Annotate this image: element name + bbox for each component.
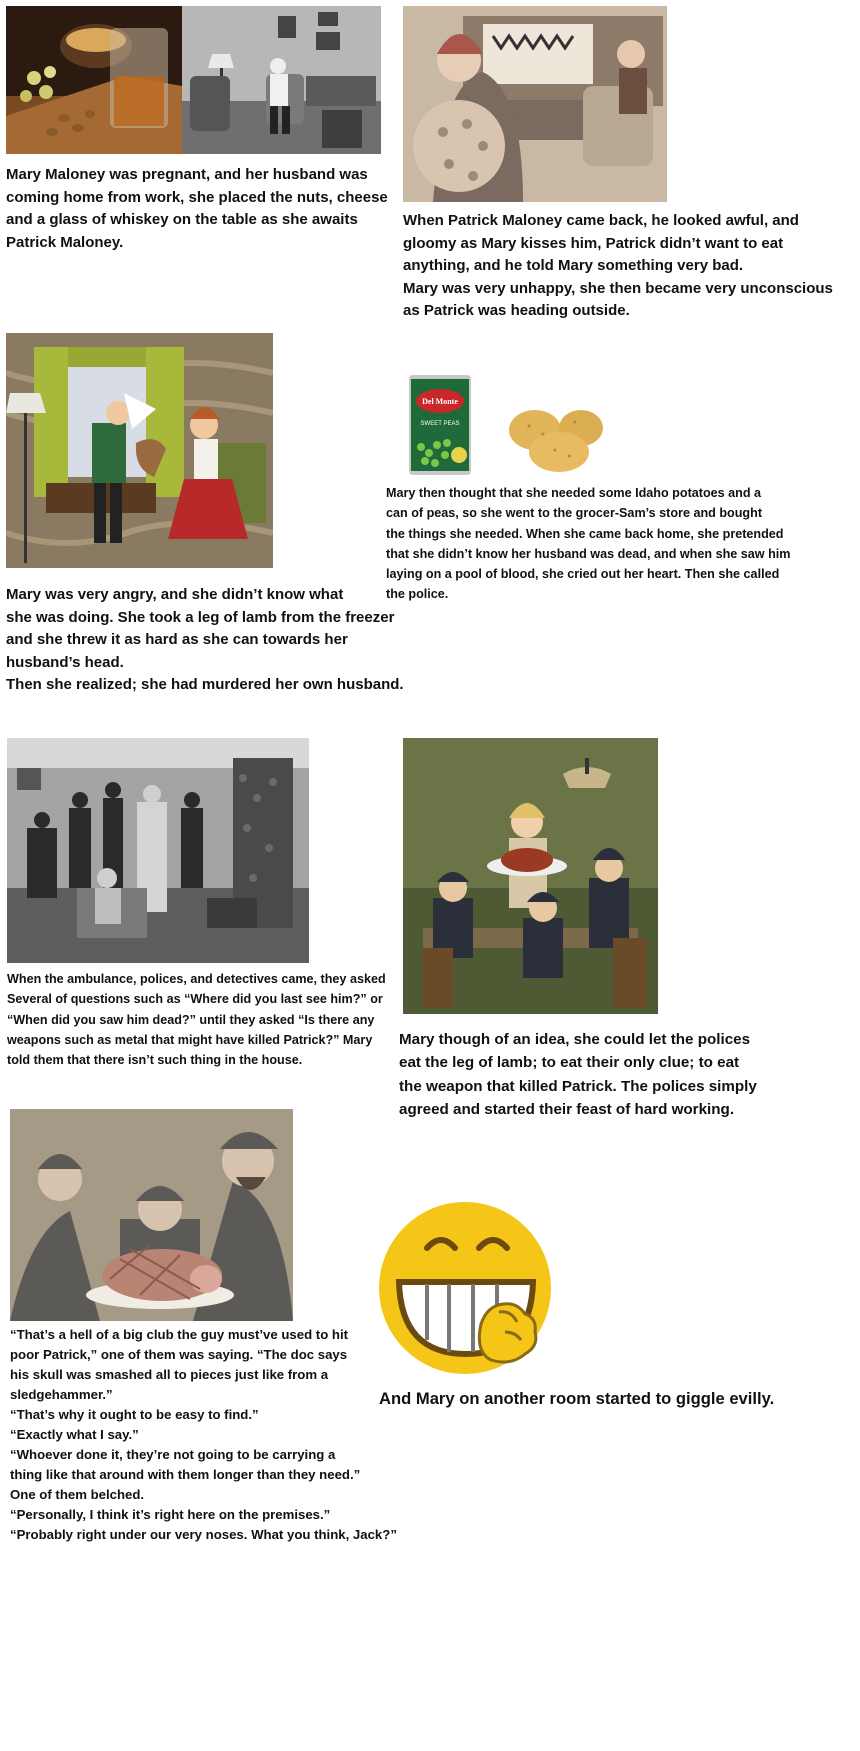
panel-7-caption: “That’s a hell of a big club the guy must’ve used to hit poor Patrick,” one of them was saying. “The doc says his skull was smashed all to pieces just like from a sledgehammer.” “That’s why it ought to be easy to find.” “Exactly what I say.” “Whoever done it, they’re not going to be carrying a thing like that around with them longer than they need.” One of them belched. “Personally, I think it’s right here on the premises.” “Probably right under our very noses. What you think, Jack?”: [10, 1327, 397, 1542]
can-label: SWEET PEAS: [420, 421, 460, 427]
panel-4-caption: Mary then thought that she needed some Idaho potatoes and a can of peas, so she went to the grocer-Sam’s store and bought the things she needed. When she came back home, she pretended that she didn’t know her husband was dead, and when she saw him laying on a pool of blood, she cried out her heart. Then she called the police.: [386, 486, 791, 602]
panel-6-caption: Mary though of an idea, she could let the polices eat the leg of lamb; to eat their only clue; to eat the weapon that killed Patrick. The polices simply agreed and started their feast of hard working.: [399, 1031, 757, 1119]
panel-3-caption: Mary was very angry, and she didn’t know what she was doing. She took a leg of lamb from the freezer and she threw it as hard as she can towards her husband’s head. Then she realized; she had murdered her own husband.: [6, 586, 404, 694]
nuts-cheese-whiskey-photo: [6, 6, 182, 154]
panel-2-caption: When Patrick Maloney came back, he looked awful, and gloomy as Mary kisses him, Patrick didn’t want to eat anything, and he told Mary something very bad. Mary was very unhappy, she then became very unconscious as Patrick was heading outside.: [403, 212, 833, 320]
potatoes-photo: [505, 400, 605, 478]
can-brand: Del Monte: [422, 397, 458, 406]
detectives-in-living-room-photo: [7, 738, 309, 963]
couple-in-living-room-illustration: [403, 6, 667, 202]
panel-8-caption: And Mary on another room started to giggle evilly.: [379, 1389, 775, 1408]
panel-1-caption: Mary Maloney was pregnant, and her husband was coming home from work, she placed the nuts, cheese and a glass of whiskey on the table as she awaits Patrick Maloney.: [6, 166, 388, 251]
woman-waiting-in-living-room-photo: [182, 6, 381, 154]
can-of-peas-photo: [407, 373, 473, 477]
mary-strikes-patrick-illustration: [6, 333, 273, 568]
grinning-emoji-icon: [377, 1200, 555, 1378]
mary-serving-police-illustration: [403, 738, 658, 1014]
police-eating-lamb-illustration: [10, 1109, 293, 1321]
panel-5-caption: When the ambulance, polices, and detectives came, they asked Several of questions such as “Where did you last see him?” or “When did you saw him dead?” until they asked “Is there any weapons such as metal that might have killed Patrick?” Mary told them that there isn’t such thing in the house.: [7, 972, 386, 1068]
